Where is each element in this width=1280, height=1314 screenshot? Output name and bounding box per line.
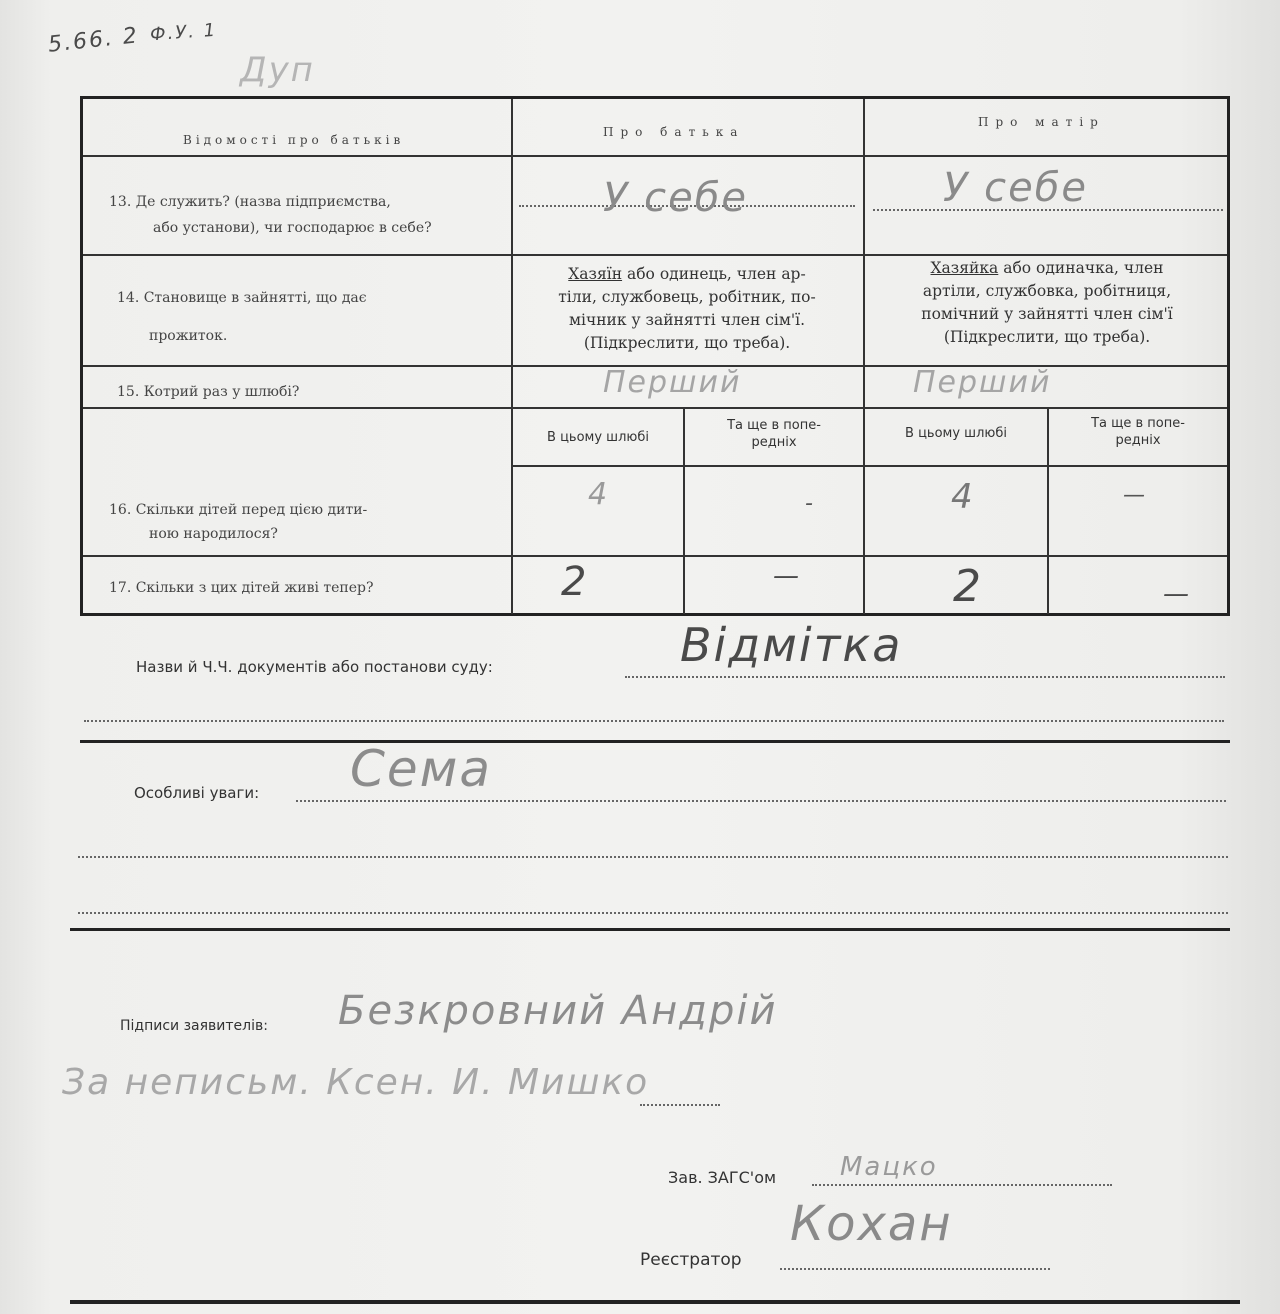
q17-mother-this: 2 <box>953 561 983 612</box>
signatures-second-line: За неписьм. Ксен. И. Мишко <box>62 1062 650 1103</box>
parents-info-table <box>80 96 1230 616</box>
documents-label: Назви й Ч.Ч. документів або постанови суду: <box>136 658 493 676</box>
header-info: Відомості про батьків <box>183 133 405 147</box>
corner-marks: 5.66. 2 <box>46 23 141 58</box>
mother-option-owner: Хазяйка <box>930 259 999 277</box>
q14-label-line2: прожиток. <box>149 328 228 344</box>
signatures-value: Безкровний Андрій <box>338 988 778 1034</box>
q16-mother-prev: — <box>1123 483 1147 508</box>
q17-label: 17. Скільки з цих дітей живі тепер? <box>109 580 374 596</box>
q13-mother-answer: У себе <box>943 165 1088 211</box>
registrar-value: Кохан <box>790 1196 953 1252</box>
q16-mother-sub-prev: Та ще в попе- редніх <box>1091 416 1185 448</box>
q13-label-line1: 13. Де служить? (назва підприємства, <box>109 194 391 210</box>
q16-mother-sub-this: В цьому шлюбі <box>905 426 1007 441</box>
q14-mother-options: Хазяйка або одиначка, член артіли, службовка, робітниця, помічний у зайнятті член сім'ї (Підкреслити, що треба). <box>921 259 1173 346</box>
documents-value: Відмітка <box>680 618 903 672</box>
q16-father-this: 4 <box>588 477 610 512</box>
corner-marks-2: Ф.У. 1 <box>149 19 218 46</box>
q17-mother-prev: — <box>1163 579 1191 609</box>
q17-father-this: 2 <box>561 559 589 605</box>
q16-label-line1: 16. Скільки дітей перед цією дити- <box>109 502 368 518</box>
q16-father-prev: - <box>805 491 815 516</box>
q13-father-answer: У себе <box>603 175 748 221</box>
remarks-label: Особливі уваги: <box>134 784 260 802</box>
father-option-owner: Хазяїн <box>568 265 623 283</box>
q17-father-prev: — <box>773 561 801 591</box>
top-scribble: Дуп <box>240 50 315 90</box>
q14-father-options: Хазяїн або одинець, член ар- тіли, службовець, робітник, по- мічник у зайнятті член сім'ї. (Підкреслити, що треба). <box>558 265 816 352</box>
registrar-label: Реєстратор <box>640 1250 742 1270</box>
zags-label: Зав. ЗАГС'ом <box>668 1168 777 1187</box>
q16-father-sub-prev: Та ще в попе- редніх <box>727 418 821 450</box>
q16-father-sub-this: В цьому шлюбі <box>547 430 649 445</box>
header-mother: Про матір <box>978 115 1105 129</box>
q16-label-line2: ною народилося? <box>149 526 278 542</box>
q15-father-answer: Перший <box>603 365 742 400</box>
signatures-label: Підписи заявителів: <box>120 1018 268 1034</box>
q15-mother-answer: Перший <box>913 365 1052 400</box>
q14-label-line1: 14. Становище в зайнятті, що дає <box>117 290 367 306</box>
q16-mother-this: 4 <box>951 477 975 517</box>
q15-label: 15. Котрий раз у шлюбі? <box>117 384 300 400</box>
q13-label-line2: або установи), чи господарює в себе? <box>153 220 432 236</box>
header-father: Про батька <box>603 125 745 139</box>
zags-value: Мацко <box>840 1152 938 1182</box>
remarks-value: Сема <box>350 740 493 798</box>
